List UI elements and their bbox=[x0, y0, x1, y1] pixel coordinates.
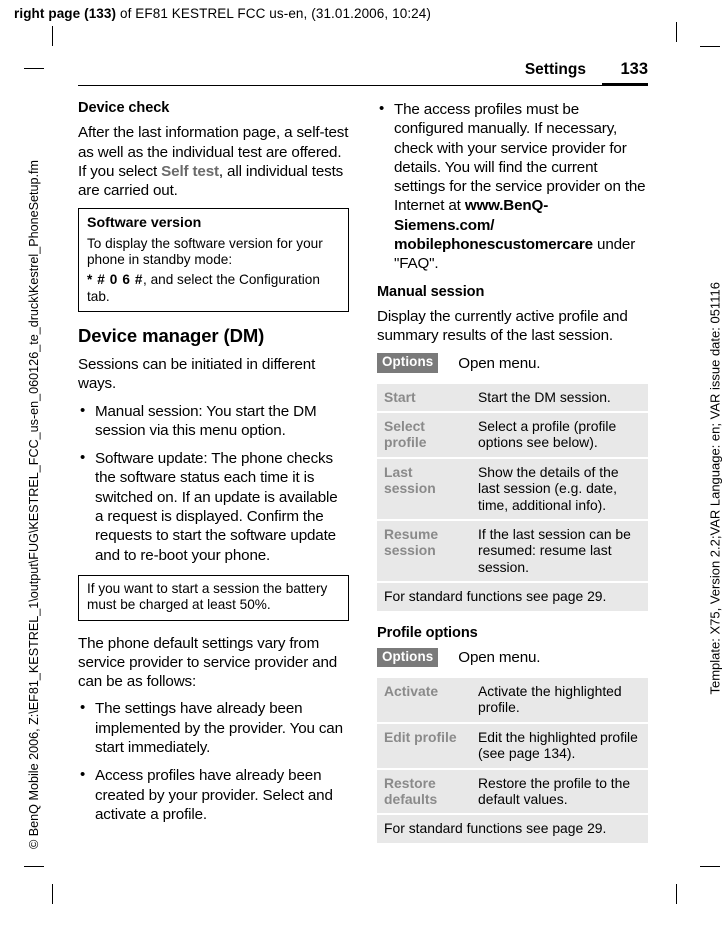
option-value: Activate the highlighted profile. bbox=[472, 678, 648, 722]
crop-mark-right-bottom bbox=[700, 866, 720, 867]
option-key: Edit profile bbox=[377, 724, 472, 768]
options-button[interactable]: Options bbox=[377, 648, 438, 667]
standard-functions-note: For standard functions see page 29. bbox=[377, 815, 648, 842]
list-device-manager bbox=[78, 402, 349, 565]
option-value: Show the details of the last session (e.g. date, time, additional info). bbox=[472, 459, 648, 519]
list-item: • Software update: The phone checks the software status each time it is switched on. If an update is available a request is displayed. Confirm the requests to start the software update and to re-boot your phone. bbox=[78, 449, 349, 565]
device-check-text-1: After the last information page, a self-test as well as the individual test are offered. If you select bbox=[78, 124, 349, 180]
column-right bbox=[377, 100, 648, 857]
options-description: Open menu. bbox=[458, 648, 541, 666]
print-header bbox=[14, 6, 431, 21]
header-rule-accent bbox=[602, 83, 648, 86]
template-info-text: Template: X75, Version 2.2;VAR Language: en; VAR issue date: 051116 bbox=[707, 282, 723, 695]
list-item: • The settings have already been implemented by the provider. You can start immediately. bbox=[78, 699, 349, 757]
options-row-profile-options bbox=[377, 648, 648, 667]
options-row-manual-session bbox=[377, 353, 648, 372]
option-key: Select profile bbox=[377, 413, 472, 457]
crop-mark-top-left bbox=[52, 26, 53, 46]
print-header-doc: of EF81 KESTREL FCC us-en, (31.01.2006, 10:24) bbox=[116, 6, 431, 21]
options-description: Open menu. bbox=[458, 354, 541, 372]
print-header-page: right page (133) bbox=[14, 6, 117, 21]
access-profiles-text-2: under "FAQ". bbox=[394, 236, 636, 273]
paragraph-device-check bbox=[78, 123, 349, 200]
template-info bbox=[692, 0, 726, 700]
note-battery-text: If you want to start a session the battery must be charged at least 50%. bbox=[87, 580, 328, 613]
crop-mark-left-bottom bbox=[24, 866, 44, 867]
running-head-title: Settings bbox=[524, 61, 586, 78]
header-rule bbox=[78, 85, 602, 86]
list-item: • Manual session: You start the DM session via this menu option. bbox=[78, 402, 349, 441]
options-button[interactable]: Options bbox=[377, 353, 438, 372]
table-row bbox=[377, 459, 648, 519]
note-software-version-line2-tail: , and select the Configuration tab. bbox=[87, 272, 320, 304]
option-key: Restore defaults bbox=[377, 770, 472, 814]
note-software-version-line1: To display the software version for your phone in standby mode: bbox=[87, 235, 323, 268]
paragraph-defaults-intro: The phone default settings vary from service provider to service provider and can be as follows: bbox=[78, 634, 338, 691]
list-access-profiles bbox=[377, 100, 648, 274]
key-sequence: * # 0 6 # bbox=[87, 272, 144, 288]
footer-file-path-text: © BenQ Mobile 2006, Z:\EF81_KESTREL_1\output\FUG\KESTREL_FCC_us-en_060126_te_druck\Kestrel_PhoneSetup.fm bbox=[27, 159, 41, 849]
website-url: www.BenQ-Siemens.com/ mobilephonescustomercare bbox=[394, 197, 593, 254]
table-row bbox=[377, 384, 648, 411]
heading-device-check: Device check bbox=[78, 100, 170, 116]
note-battery bbox=[78, 575, 349, 621]
table-row bbox=[377, 413, 648, 457]
footer-file-path bbox=[0, 0, 41, 860]
table-row-footer bbox=[377, 815, 648, 842]
standard-functions-note: For standard functions see page 29. bbox=[377, 583, 648, 610]
option-value: Start the DM session. bbox=[472, 384, 648, 411]
list-defaults bbox=[78, 699, 349, 824]
crop-mark-bottom-right bbox=[676, 884, 677, 904]
table-row-footer bbox=[377, 583, 648, 610]
crop-mark-bottom-left bbox=[52, 884, 53, 904]
heading-device-manager: Device manager (DM) bbox=[78, 325, 265, 347]
paragraph-manual-session: Display the currently active profile and summary results of the last session. bbox=[377, 307, 628, 345]
option-value: Restore the profile to the default values. bbox=[472, 770, 648, 814]
option-value: Edit the highlighted profile (see page 134). bbox=[472, 724, 648, 768]
access-profiles-text-1: The access profiles must be configured manually. If necessary, check with your service provider for details. You will find the current settings for the service provider on the Internet at bbox=[394, 101, 646, 215]
heading-manual-session: Manual session bbox=[377, 283, 485, 300]
option-key: Activate bbox=[377, 678, 472, 722]
option-value: Select a profile (profile options see below). bbox=[472, 413, 648, 457]
page-number: 133 bbox=[620, 60, 648, 78]
table-row bbox=[377, 770, 648, 814]
paragraph-device-manager-intro: Sessions can be initiated in different ways. bbox=[78, 355, 316, 393]
crop-mark-top-right bbox=[676, 22, 677, 42]
ui-term-self-test: Self test bbox=[161, 162, 219, 180]
running-head bbox=[78, 56, 648, 86]
table-manual-session-options bbox=[377, 382, 648, 613]
option-key: Resume session bbox=[377, 521, 472, 581]
table-row bbox=[377, 724, 648, 768]
device-check-text-2: , all individual tests are carried out. bbox=[78, 162, 344, 200]
note-software-version-line2 bbox=[87, 272, 340, 305]
note-software-version-title: Software version bbox=[87, 215, 202, 232]
heading-profile-options: Profile options bbox=[377, 624, 478, 641]
note-software-version bbox=[78, 208, 349, 312]
table-row bbox=[377, 678, 648, 722]
list-item: • Access profiles have already been created by your provider. Select and activate a profile. bbox=[78, 766, 349, 824]
table-profile-options bbox=[377, 676, 648, 845]
table-row bbox=[377, 521, 648, 581]
page-content bbox=[78, 56, 648, 857]
list-item bbox=[377, 100, 648, 274]
option-key: Last session bbox=[377, 459, 472, 519]
option-value: If the last session can be resumed: resume last session. bbox=[472, 521, 648, 581]
column-left bbox=[78, 100, 349, 857]
option-key: Start bbox=[377, 384, 472, 411]
